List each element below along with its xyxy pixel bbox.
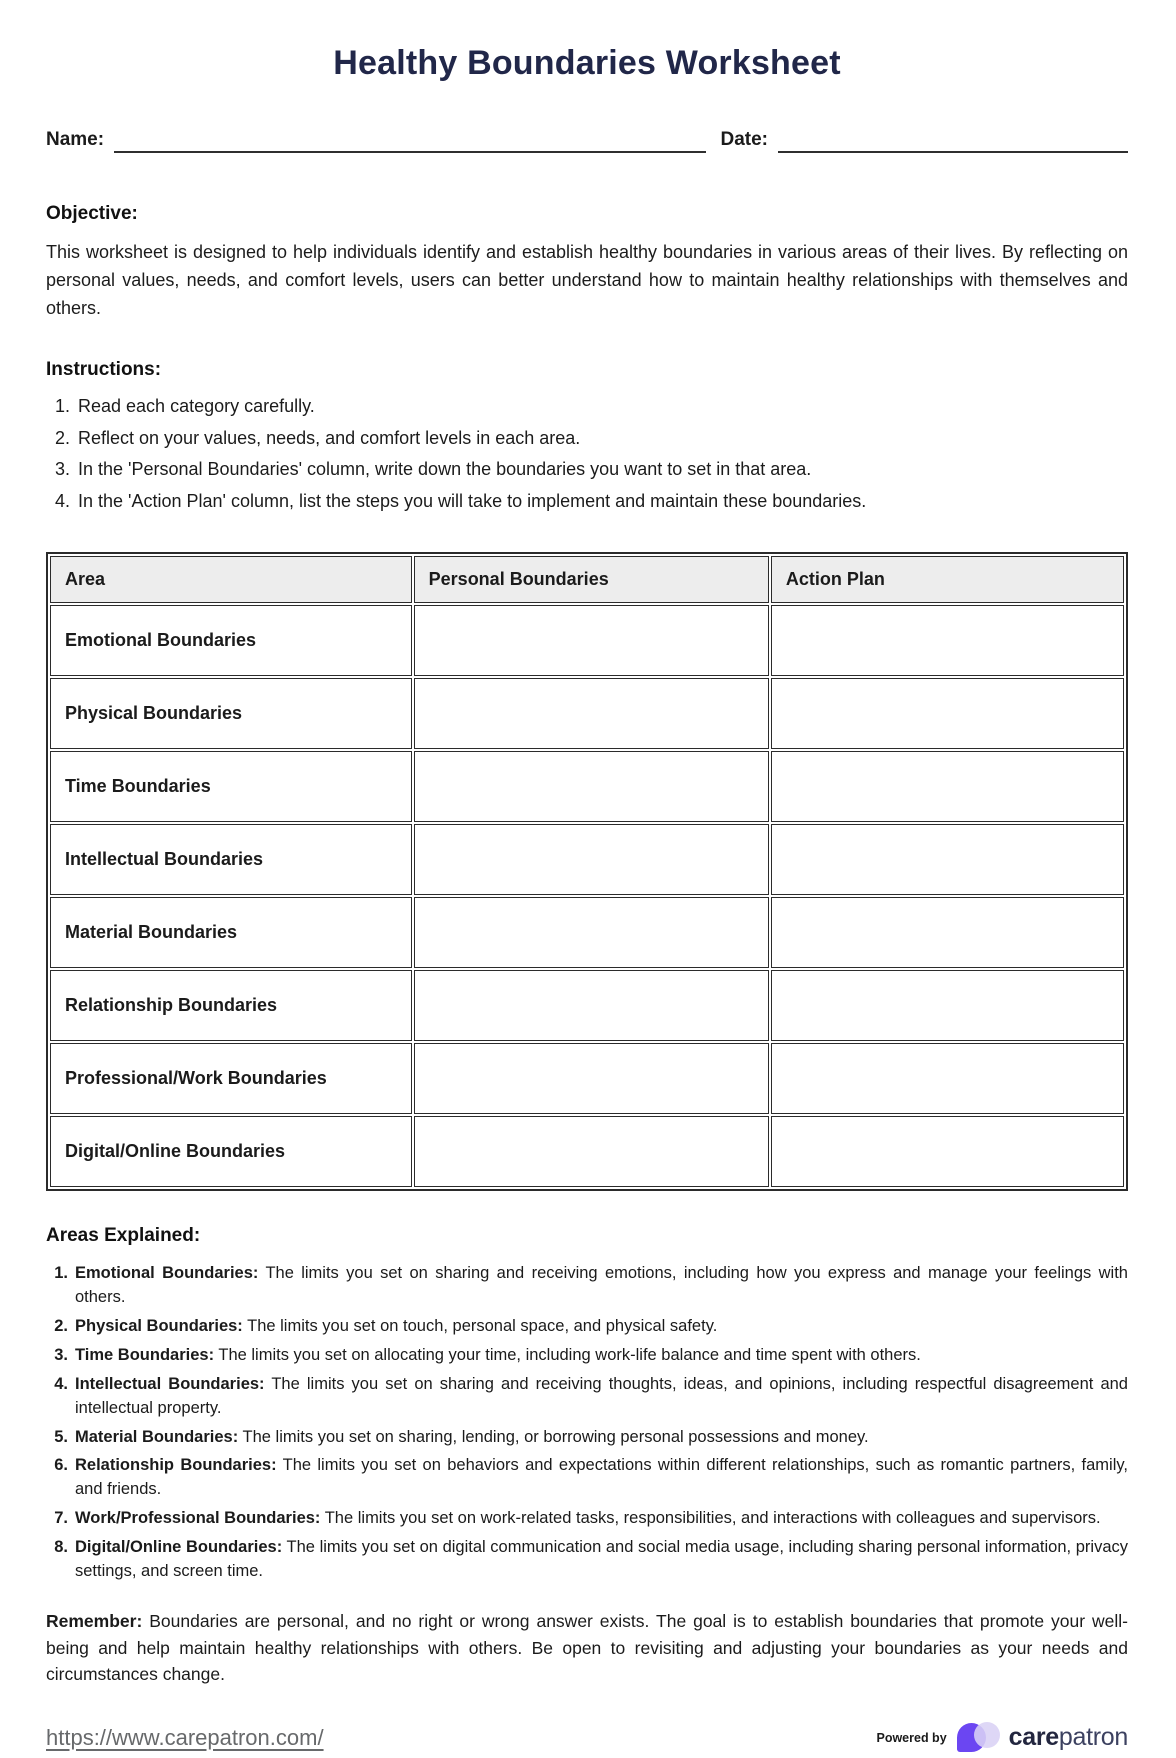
remember-text: Boundaries are personal, and no right or wrong answer exists. The goal is to establish boundaries that promote your well-being and help maintain healthy relationships with others. Be open to revisiting and adjusting your boundaries as your needs and circumstances change.	[46, 1611, 1128, 1685]
instruction-item	[46, 489, 1128, 514]
personal-boundaries-cell[interactable]	[414, 824, 769, 895]
powered-by-block	[876, 1718, 1128, 1758]
area-item-number: 6.	[54, 1456, 68, 1475]
area-item-label: Digital/Online Boundaries:	[75, 1538, 283, 1557]
area-cell: Professional/Work Boundaries	[50, 1043, 412, 1114]
personal-boundaries-cell[interactable]	[414, 605, 769, 676]
area-item-number: 3.	[54, 1345, 68, 1364]
instruction-number: 3.	[54, 459, 70, 480]
logo-circle-shape	[974, 1722, 1000, 1748]
area-item-label: Physical Boundaries:	[75, 1316, 243, 1335]
table-row	[50, 1116, 1124, 1187]
area-item-text: The limits you set on sharing and receiving thoughts, ideas, and opinions, including respectful disagreement and intellectual property.	[75, 1374, 1128, 1417]
brand-patron: patron	[1058, 1723, 1128, 1752]
area-item-label: Time Boundaries:	[75, 1345, 215, 1364]
table-row	[50, 970, 1124, 1041]
action-plan-cell[interactable]	[771, 1116, 1124, 1187]
instruction-item	[46, 457, 1128, 482]
area-item-number: 1.	[54, 1263, 68, 1282]
area-cell: Emotional Boundaries	[50, 605, 412, 676]
personal-boundaries-cell[interactable]	[414, 897, 769, 968]
remember-note	[46, 1608, 1128, 1688]
column-header-area: Area	[50, 556, 412, 603]
areas-explained-list	[46, 1262, 1128, 1584]
area-item-label: Intellectual Boundaries:	[75, 1374, 265, 1393]
instruction-number: 1.	[54, 395, 70, 416]
personal-boundaries-cell[interactable]	[414, 1043, 769, 1114]
area-cell: Physical Boundaries	[50, 678, 412, 749]
personal-boundaries-cell[interactable]	[414, 678, 769, 749]
table-row	[50, 824, 1124, 895]
area-item-label: Material Boundaries:	[75, 1427, 239, 1446]
instructions-list	[46, 394, 1128, 514]
name-input-line[interactable]	[114, 129, 706, 153]
personal-boundaries-cell[interactable]	[414, 970, 769, 1041]
area-item-text: The limits you set on sharing and receiving emotions, including how you express and manage your feelings with others.	[75, 1263, 1128, 1306]
area-item-text: The limits you set on sharing, lending, or borrowing personal possessions and money.	[242, 1427, 869, 1446]
date-input-line[interactable]	[778, 129, 1128, 153]
area-item-number: 5.	[54, 1427, 68, 1446]
table-row	[50, 751, 1124, 822]
action-plan-cell[interactable]	[771, 1043, 1124, 1114]
area-item	[46, 1454, 1128, 1502]
area-item-number: 2.	[54, 1316, 68, 1335]
column-header-action-plan: Action Plan	[771, 556, 1124, 603]
instruction-item	[46, 426, 1128, 451]
column-header-personal-boundaries: Personal Boundaries	[414, 556, 769, 603]
instruction-text: Reflect on your values, needs, and comfort levels in each area.	[78, 427, 581, 448]
action-plan-cell[interactable]	[771, 678, 1124, 749]
remember-label: Remember:	[46, 1611, 143, 1632]
area-item-text: The limits you set on digital communication and social media usage, including sharing personal information, privacy settings, and screen time.	[75, 1538, 1128, 1581]
instruction-number: 2.	[54, 427, 70, 448]
website-link[interactable]: https://www.carepatron.com/	[46, 1724, 324, 1750]
action-plan-cell[interactable]	[771, 897, 1124, 968]
boundaries-table	[46, 552, 1128, 1191]
instruction-text: In the 'Personal Boundaries' column, write down the boundaries you want to set in that area.	[78, 459, 812, 480]
table-row	[50, 897, 1124, 968]
table-row	[50, 678, 1124, 749]
footer	[46, 1718, 1128, 1758]
area-item-text: The limits you set on work-related tasks, responsibilities, and interactions with colleagues and supervisors.	[324, 1509, 1101, 1528]
area-item-number: 8.	[54, 1538, 68, 1557]
area-cell: Relationship Boundaries	[50, 970, 412, 1041]
area-item-text: The limits you set on touch, personal space, and physical safety.	[247, 1316, 718, 1335]
instructions-heading: Instructions:	[46, 358, 162, 380]
area-cell: Time Boundaries	[50, 751, 412, 822]
objective-heading: Objective:	[46, 203, 138, 224]
objective-section	[46, 203, 1128, 323]
area-item	[46, 1373, 1128, 1421]
powered-by-label: Powered by	[876, 1730, 947, 1745]
area-item	[46, 1315, 1128, 1339]
action-plan-cell[interactable]	[771, 605, 1124, 676]
action-plan-cell[interactable]	[771, 824, 1124, 895]
area-item	[46, 1344, 1128, 1368]
instruction-number: 4.	[54, 491, 70, 512]
brand-care: care	[1008, 1723, 1059, 1752]
areas-explained-heading: Areas Explained:	[46, 1224, 201, 1246]
objective-text: This worksheet is designed to help individuals identify and establish healthy boundaries in various areas of their lives. By reflecting on personal values, needs, and comfort levels, users can better understand how to maintain healthy relationships with themselves and others.	[46, 242, 1128, 318]
instruction-text: In the 'Action Plan' column, list the steps you will take to implement and maintain these boundaries.	[78, 491, 867, 512]
instruction-text: Read each category carefully.	[78, 395, 315, 416]
area-item-number: 7.	[54, 1509, 68, 1528]
table-row	[50, 1043, 1124, 1114]
area-item-number: 4.	[54, 1374, 68, 1393]
instructions-section	[46, 359, 1128, 514]
area-item-label: Work/Professional Boundaries:	[75, 1509, 321, 1528]
area-item-label: Relationship Boundaries:	[75, 1456, 277, 1475]
area-item	[46, 1262, 1128, 1310]
action-plan-cell[interactable]	[771, 751, 1124, 822]
area-item	[46, 1507, 1128, 1531]
area-item-text: The limits you set on allocating your time, including work-life balance and time spent with others.	[218, 1345, 921, 1364]
area-item-text: The limits you set on behaviors and expectations within different relationships, such as romantic partners, family, and friends.	[75, 1456, 1128, 1499]
area-cell: Digital/Online Boundaries	[50, 1116, 412, 1187]
action-plan-cell[interactable]	[771, 970, 1124, 1041]
date-label: Date:	[720, 129, 768, 150]
name-date-row	[46, 129, 1128, 153]
name-label: Name:	[46, 129, 105, 150]
area-item	[46, 1426, 1128, 1450]
carepatron-logo-icon	[957, 1718, 1001, 1758]
personal-boundaries-cell[interactable]	[414, 751, 769, 822]
area-cell: Intellectual Boundaries	[50, 824, 412, 895]
area-cell: Material Boundaries	[50, 897, 412, 968]
page-title: Healthy Boundaries Worksheet	[333, 44, 841, 82]
carepatron-wordmark	[1009, 1723, 1128, 1752]
instruction-item	[46, 394, 1128, 419]
table-row	[50, 605, 1124, 676]
area-item-label: Emotional Boundaries:	[75, 1263, 259, 1282]
area-item	[46, 1536, 1128, 1584]
table-header-row	[50, 556, 1124, 603]
areas-explained-section	[46, 1225, 1128, 1584]
personal-boundaries-cell[interactable]	[414, 1116, 769, 1187]
